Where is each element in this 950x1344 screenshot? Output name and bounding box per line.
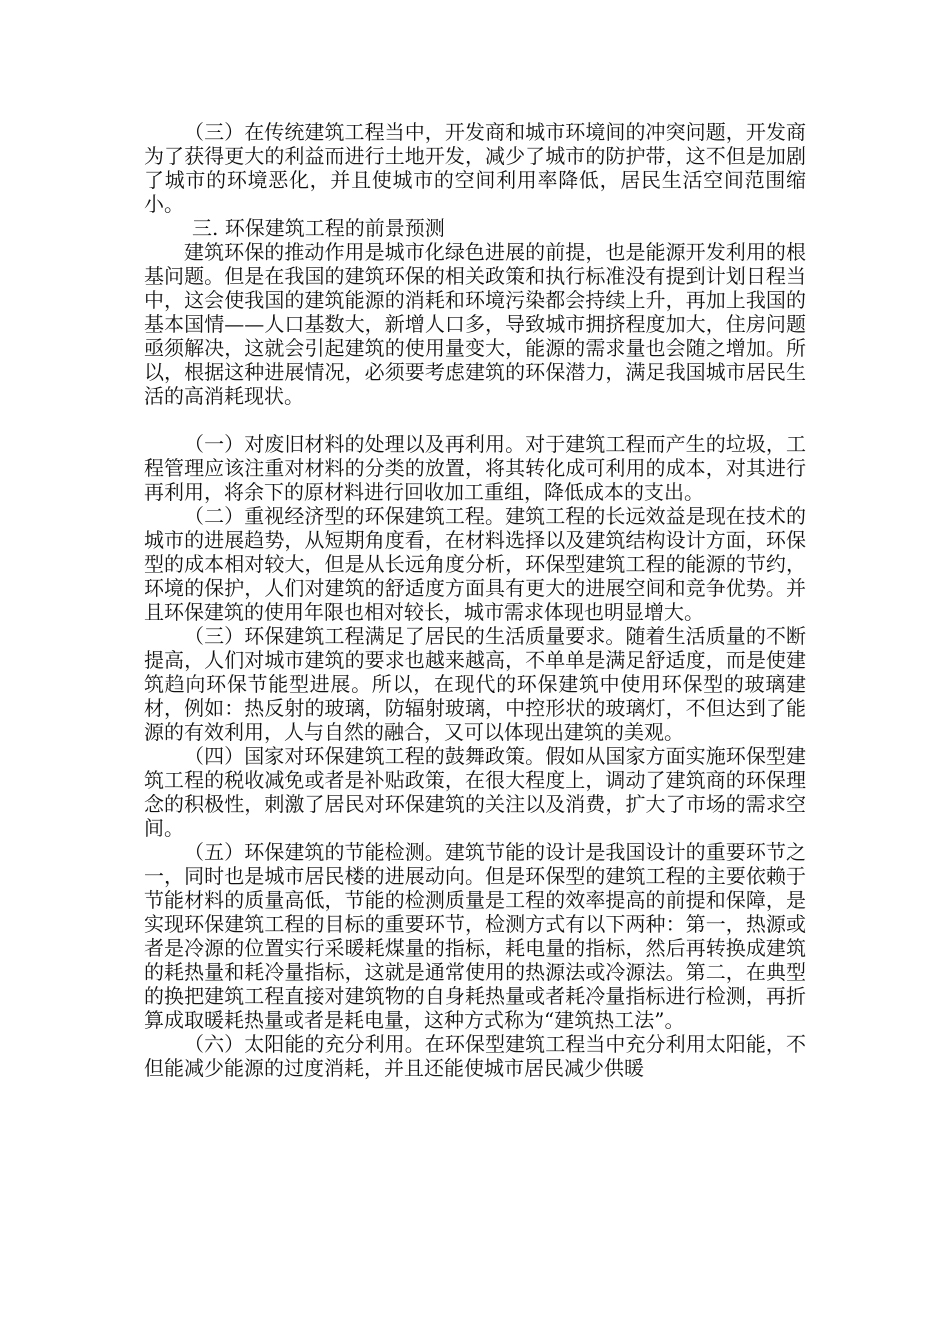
paragraph-prospects-intro: 建筑环保的推动作用是城市化绿色进展的前提，也是能源开发利用的根基问题。但是在我国的建筑环保的相关政策和执行标准没有提到计划日程当中，这会使我国的建筑能源的消耗和环境污染都会持续上升，再加上我国的基本国情——人口基数大，新增人口多，导致城市拥挤程度加大，住房问题亟须解决，这就会引起建筑的使用量变大，能源的需求量也会随之增加。所以，根据这种进展情况，必须要考虑建筑的环保潜力，满足我国城市居民生活的高消耗现状。 [144,240,806,408]
paragraph-item-5-energy-testing: （五）环保建筑的节能检测。建筑节能的设计是我国设计的重要环节之一，同时也是城市居民楼的进展动向。但是环保型的建筑工程的主要依赖于节能材料的质量高低，节能的检测质量是工程的效率提高的前提和保障，是实现环保建筑工程的目标的重要环节，检测方式有以下两种：第一，热源或者是冷源的位置实行采暖耗煤量的指标，耗电量的指标，然后再转换成建筑的耗热量和耗冷量指标，这就是通常使用的热源法或冷源法。第二，在典型的换把建筑工程直接对建筑物的自身耗热量或者耗冷量指标进行检测，再折算成取暖耗热量或者是耗电量，这种方式称为“建筑热工法”。 [144,840,806,1032]
paragraph-item-6-solar: （六）太阳能的充分利用。在环保型建筑工程当中充分利用太阳能，不但能减少能源的过度消耗，并且还能使城市居民减少供暖 [144,1032,806,1080]
section-heading-prospects: 三. 环保建筑工程的前景预测 [192,216,445,240]
paragraph-item-1-recycling: （一）对废旧材料的处理以及再利用。对于建筑工程而产生的垃圾，工程管理应该注重对材料的分类的放置，将其转化成可利用的成本，对其进行再利用，将余下的原材料进行回收加工重组，降低成本的支出。 [144,432,806,504]
paragraph-item-3-quality: （三）环保建筑工程满足了居民的生活质量要求。随着生活质量的不断提高，人们对城市建筑的要求也越来越高，不单单是满足舒适度，而是使建筑趋向环保节能型进展。所以，在现代的环保建筑中使用环保型的玻璃建材，例如：热反射的玻璃，防辐射玻璃，中控形状的玻璃灯，不但达到了能源的有效利用，人与自然的融合，又可以体现出建筑的美观。 [144,624,806,744]
paragraph-item-2-economic: （二）重视经济型的环保建筑工程。建筑工程的长远效益是现在技术的城市的进展趋势，从短期角度看，在材料选择以及建筑结构设计方面，环保型的成本相对较大，但是从长远角度分析，环保型建筑工程的能源的节约，环境的保护，人们对建筑的舒适度方面具有更大的进展空间和竞争优势。并且环保建筑的使用年限也相对较长，城市需求体现也明显增大。 [144,504,806,624]
document-body [144,120,806,1080]
paragraph-traditional-conflict: （三）在传统建筑工程当中，开发商和城市环境间的冲突问题，开发商为了获得更大的利益而进行土地开发，减少了城市的防护带，这不但是加剧了城市的环境恶化，并且使城市的空间利用率降低，居民生活空间范围缩小。 [144,120,806,216]
paragraph-item-4-policy: （四）国家对环保建筑工程的鼓舞政策。假如从国家方面实施环保型建筑工程的税收减免或者是补贴政策，在很大程度上，调动了建筑商的环保理念的积极性，刺激了居民对环保建筑的关注以及消费，扩大了市场的需求空间。 [144,744,806,840]
